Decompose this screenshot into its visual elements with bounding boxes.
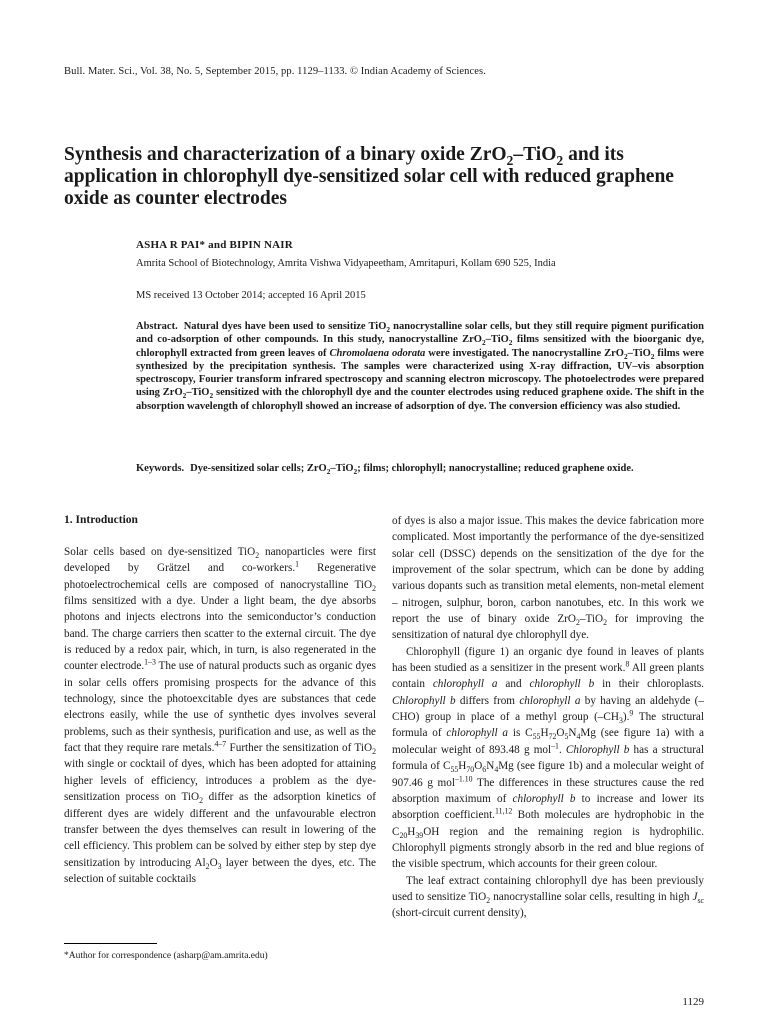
paper-title: Synthesis and characterization of a binary oxide ZrO$_2$–TiO$_2$ and its application in chlorophyll dye-sensitized solar cell with reduced graphene oxide as counter electrodes — [64, 144, 674, 209]
footnote-divider — [64, 943, 157, 944]
body-column-right — [392, 513, 704, 922]
correspondence-footnote: *Author for correspondence (asharp@am.amrita.edu) — [64, 951, 268, 961]
received-dates: MS received 13 October 2014; accepted 16 April 2015 — [136, 290, 366, 301]
abstract-label: Abstract. — [136, 321, 178, 332]
abstract: Abstract. Natural dyes have been used to sensitize TiO$_2$ nanocrystalline solar cells, but they still require pigment purification and co-adsorption of other compounds. In this study, nanocrystalline ZrO$_2$–TiO$_2$ films sensitized with the bioorganic dye, chlorophyll extracted from green leaves of Chromolaena odorata were investigated. The nanocrystalline ZrO$_2$–TiO$_2$ films were synthesized by the precipitation synthesis. The samples were characterized using X-ray diffraction, UV–vis absorption spectroscopy, Fourier transform infrared spectroscopy and scanning electron microscopy. The photoelectrodes were prepared using ZrO$_2$–TiO$_2$ sensitized with the chlorophyll dye and the counter electrodes using reduced graphene oxide. The shift in the absorption wavelength of chlorophyll showed an increase of adsorption of dye. The conversion efficiency was also studied. — [136, 321, 705, 412]
section-heading-introduction: 1. Introduction — [64, 514, 138, 526]
paragraph: of dyes is also a major issue. This makes the device fabrication more complicated. Most importantly the performance of the dye-sensitized solar cell (DSSC) depends on the sensitization of the dye for the improvement of the solar spectrum, which can be done by adding various dopants such as transition metal elements, non-metal element – nitrogen, sulphur, boron, carbon nanotubes, etc. In this work we report the use of binary oxide ZrO$_2$–TiO$_2$ for improving the sensitization of natural dye chlorophyll dye. — [392, 515, 705, 642]
body-column-left — [64, 544, 376, 887]
paragraph: Chlorophyll (figure 1) an organic dye found in leaves of plants has been studied as a sensitizer in the present work.$^8$ All green plants contain chlorophyll a and chlorophyll b in their chloroplasts. Chlorophyll b differs from chlorophyll a by having an aldehyde (–CHO) group in place of a methyl group $(-CH_3).^9$ The structural formula of chlorophyll a is $C_{55}H_{72}O_5N_4Mg$ (see figure 1a) with a molecular weight of 893.48 g mol$^{-1}$. Chlorophyll b has a structural formula of $C_{55}H_{70}O_6N_4Mg$ (see figure 1b) and a molecular weight of 907.46 g mol$^{-1.10}$ The differences in these structures cause the red absorption maximum of chlorophyll b to increase and lower its absorption coefficient.$^{11,12}$ Both molecules are hydrophobic in the $C_{20}H_{39}OH$ region and the remaining region is hydrophilic. Chlorophyll pigments strongly absorb in the red and blue regions of the visible spectrum, which accounts for their green colour. — [392, 645, 705, 871]
paragraph: Solar cells based on dye-sensitized TiO$_2$ nanoparticles were first developed by Grätzel and co-workers.$^1$ Regenerative photoelectrochemical cells are composed of nanocrystalline TiO$_2$ films sensitized with a dye. Under a light beam, the dye absorbs photons and injects electrons into the semiconductor’s conduction band. The charge carriers then scatter to the external circuit. The dye is reduced by a redox pair, which, in turn, is also regenerated in the counter electrode.$^{1-3}$ The use of natural products such as organic dyes in solar cells offers promising prospects for the advance of this technology, since the photoexcitable dyes are substances that cede electrons easily, while the use of synthetic dyes involves several problems, such as their synthesis, purification and use, as well as the fact that they require rare metals.$^{4-7}$ Further the sensitization of TiO$_2$ with single or cocktail of dyes, which has been adopted for attaining higher levels of efficiency, introduces a problem as the dye-sensitization process on TiO$_2$ differ as the adsorption kinetics of different dyes are widely different and the unfavourable electron transfer between the dyes themselves can result in lowering of the cell efficiency. This problem can be solved by either step by step dye sensitization by introducing $Al_2O_3$ layer between the dyes, etc. The selection of suitable cocktails — [64, 546, 377, 885]
keywords: Keywords. Dye-sensitized solar cells; ZrO$_2$–TiO$_2$; films; chlorophyll; nanocrystalline; reduced graphene oxide. — [136, 463, 634, 477]
authors: ASHA R PAI* and BIPIN NAIR — [136, 239, 293, 251]
affiliation: Amrita School of Biotechnology, Amrita Vishwa Vidyapeetham, Amritapuri, Kollam 690 525, India — [136, 258, 556, 269]
paragraph: The leaf extract containing chlorophyll dye has been previously used to sensitize TiO$_2$ nanocrystalline solar cells, resulting in high $J_{sc}$ (short-circuit current density), — [392, 874, 704, 920]
journal-citation: Bull. Mater. Sci., Vol. 38, No. 5, September 2015, pp. 1129–1133. © Indian Academy of Sciences. — [64, 66, 486, 77]
keywords-label: Keywords. — [136, 463, 185, 474]
page-number: 1129 — [682, 996, 704, 1008]
